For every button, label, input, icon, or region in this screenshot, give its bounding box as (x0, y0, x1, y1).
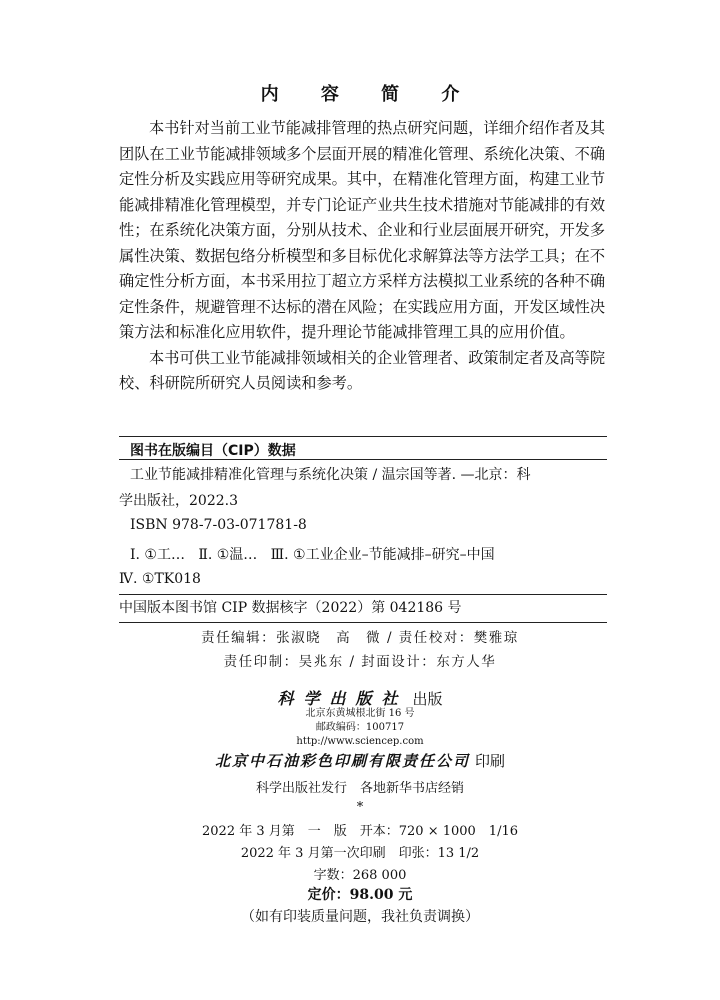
printing-line: 2022 年 3 月第一次印刷 印张：13 1/2 (240, 846, 480, 861)
quality-notice: （如有印装质量问题，我社负责调换） (241, 909, 479, 925)
publisher-url: http://www.sciencep.com (296, 736, 424, 747)
summary-paragraph-2: 本书可供工业节能减排领域相关的企业管理者、政策制定者及高等院校、科研院所研究人员阅读和参考。 (119, 348, 605, 392)
cip-heading-rule (119, 459, 607, 460)
cip-isbn: ISBN 978-7-03-071781-8 (130, 517, 307, 533)
cip-heading: 图书在版编目（CIP）数据 (130, 443, 296, 459)
summary-paragraph-1: 本书针对当前工业节能减排管理的热点研究问题，详细介绍作者及其团队在工业节能减排领域多个层面开展的精准化管理、系统化决策、不确定性分析及实践应用等研究成果。其中，在精准化管理方面，构建工业节能减排精准化管理模型，并专门论证产业共生技术措施对节能减排的有效性；在系统化决策方面，分别从技术、企业和行业层面展开研究，开发多属性决策、数据包络分析模型和多目标优化求解算法等方法学工具；在不确定性分析方面，本书采用拉丁超立方采样方法模拟工业系统的各种不确定性条件，规避管理不达标的潜在风险；在实践应用方面，开发区域性决策方法和标准化应用软件，提升理论节能减排管理工具的应用价值。 (119, 119, 605, 341)
publisher-line (0, 686, 720, 709)
summary-title: 内 容 简 介 (260, 84, 478, 105)
printer-name: 北京中石油彩色印刷有限责任公司 (214, 752, 470, 770)
publisher-name: 科学出版社 (277, 689, 408, 708)
price: 定价：98.00 元 (307, 887, 413, 903)
publisher-address: 北京东黄城根北街 16 号 (305, 708, 415, 719)
cip-title-line-2: 学出版社，2022.3 (119, 493, 238, 509)
cip-record-number: 中国版本图书馆 CIP 数据核字（2022）第 042186 号 (119, 600, 462, 616)
cip-bottom-rule (119, 622, 607, 623)
printer-line (0, 750, 720, 771)
printer-suffix: 印刷 (475, 752, 506, 770)
distribution-line: 科学出版社发行 各地新华书店经销 (255, 781, 464, 796)
summary-body (119, 116, 605, 397)
publisher-postcode: 邮政编码：100717 (315, 722, 405, 733)
cip-top-rule (119, 436, 607, 437)
word-count: 字数：268 000 (313, 868, 407, 883)
separator-star: * (356, 800, 364, 815)
editor-credits: 责任编辑：张淑晓 高 微 / 责任校对：樊雅琼 (201, 630, 519, 646)
cip-classification-2: Ⅳ. ①TK018 (119, 571, 201, 587)
production-credits: 责任印制：吴兆东 / 封面设计：东方人华 (223, 654, 497, 670)
cip-classification: Ⅰ. ①工… Ⅱ. ①温… Ⅲ. ①工业企业–节能减排–研究–中国 (130, 547, 495, 563)
edition-line: 2022 年 3 月第 一 版 开本：720 × 1000 1/16 (202, 824, 518, 839)
cip-record-rule (119, 594, 607, 595)
cip-title-line: 工业节能减排精准化管理与系统化决策 / 温宗国等著. —北京：科 (130, 467, 531, 483)
publisher-suffix: 出版 (412, 690, 443, 708)
